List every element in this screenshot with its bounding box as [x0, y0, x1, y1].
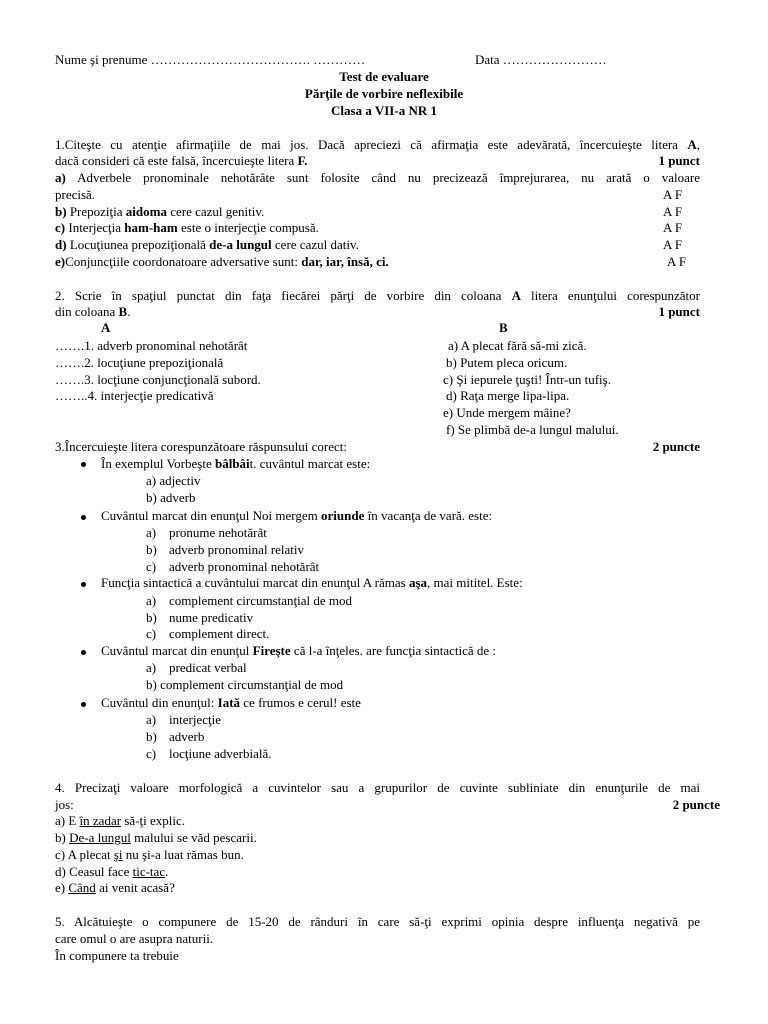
q3-item2-question: Cuvântul marcat din enunţul Noi mergem oriunde în vacanţa de vară. este: — [101, 508, 493, 523]
q3-item4-option-letter: a) — [146, 660, 157, 675]
q3-item5-option-letter: a) — [146, 712, 157, 727]
q3-item1-option[interactable]: b) adverb — [146, 490, 196, 505]
q1-intro-line2: dacă consideri că este falsă, încercuieşte litera F. — [55, 153, 308, 168]
q3-item3-option-letter: c) — [146, 626, 157, 641]
q3-item4-question: Cuvântul marcat din enunţul Fireşte că l-a înţeles. are funcţia sintactică de : — [101, 643, 497, 658]
q3-item5-option[interactable]: locţiune adverbială. — [169, 746, 272, 761]
q3-item1-question: În exemplul Vorbeşte bâlbâit. cuvântul marcat este: — [101, 456, 371, 471]
q2-column-b-item: f) Se plimbă de-a lungul malului. — [446, 422, 619, 437]
q2-column-a-item[interactable]: …….1. adverb pronominal nehotărât — [55, 338, 248, 353]
q3-item3-option-letter: b) — [146, 610, 157, 625]
q3-item4-option[interactable]: predicat verbal — [169, 660, 247, 675]
q3-item5-option-letter: b) — [146, 729, 157, 744]
q3-item3-option[interactable]: nume predicativ — [169, 610, 254, 625]
q2-points: 1 punct — [658, 304, 700, 319]
q5-prompt-line2: care omul o are asupra naturii. — [55, 931, 214, 946]
q1-statement-a-line2: precisă. — [55, 187, 96, 202]
q3-intro: 3.Încercuieşte litera corespunzătoare răspunsului corect: — [55, 439, 347, 454]
q2-intro-line2: din coloana B. — [55, 304, 131, 319]
q3-item2-option-letter: a) — [146, 525, 157, 540]
q4-sentence-c: c) A plecat şi nu şi-a luat rămas bun. — [55, 847, 244, 862]
q4-intro-line1: 4. Precizaţi valoare morfologică a cuvintelor sau a grupurilor de cuvinte subliniate din enunţurile de mai — [55, 780, 700, 795]
q3-item2-option-letter: c) — [146, 559, 157, 574]
q3-item3-question: Funcţia sintactică a cuvântului marcat din enunţul A rămas aşa, mai mititel. Este: — [101, 575, 523, 590]
q5-prompt-line1: 5. Alcătuieşte o compunere de 15-20 de rânduri în care să-ţi exprimi opinia despre influenţa negativă pe — [55, 914, 700, 929]
q2-column-b-item: d) Raţa merge lipa-lipa. — [446, 388, 570, 403]
q3-item3-option[interactable]: complement direct. — [169, 626, 270, 641]
q1-statement-c: c) Interjecţia ham-ham este o interjecţie compusă. — [55, 220, 319, 235]
q3-item5-option[interactable]: adverb — [169, 729, 205, 744]
q3-item1-option[interactable]: a) adjectiv — [146, 473, 201, 488]
q3-points: 2 puncte — [652, 439, 700, 454]
q3-item3-option[interactable]: complement circumstanţial de mod — [169, 593, 353, 608]
q3-item2-option-letter: b) — [146, 542, 157, 557]
q1-answer-e[interactable]: A F — [667, 254, 687, 269]
class-label: Clasa a VII-a NR 1 — [331, 103, 437, 118]
q4-sentence-e: e) Când ai venit acasă? — [55, 880, 175, 895]
q1-answer-b[interactable]: A F — [663, 204, 683, 219]
q1-answer-d[interactable]: A F — [663, 237, 683, 252]
q2-column-b-item: b) Putem pleca oricum. — [446, 355, 568, 370]
q4-sentence-a: a) E în zadar să-ţi explic. — [55, 813, 185, 828]
q1-points: 1 punct — [658, 153, 700, 168]
q2-intro-line1: 2. Scrie în spaţiul punctat din faţa fiecărei părţi de vorbire din coloana A litera enunţului corespunzător — [55, 288, 700, 303]
q3-item2-option[interactable]: pronume nehotărât — [169, 525, 267, 540]
test-subtitle: Părţile de vorbire neflexibile — [304, 86, 464, 101]
q3-item5-question: Cuvântul din enunţul: Iată ce frumos e cerul! este — [101, 695, 361, 710]
q1-statement-e: e)Conjuncţiile coordonatoare adversative sunt: dar, iar, însă, ci. — [55, 254, 389, 269]
q1-statement-b: b) Prepoziţia aidoma cere cazul genitiv. — [55, 204, 265, 219]
q1-statement-a-line1: a) Adverbele pronominale nehotărâte sunt folosite când nu precizează împrejurarea, nu arată o valoare — [55, 170, 700, 185]
q5-prompt-line3: În compunere ta trebuie — [55, 948, 179, 963]
bullet-icon — [81, 650, 86, 655]
q1-statement-d: d) Locuţiunea prepoziţională de-a lungul cere cazul dativ. — [55, 237, 359, 252]
q3-item5-option[interactable]: interjecţie — [169, 712, 221, 727]
q2-column-b-item: a) A plecat fără să-mi zică. — [448, 338, 587, 353]
q4-intro-line2: jos: — [55, 797, 74, 812]
q3-item3-option-letter: a) — [146, 593, 157, 608]
date-field-label: Data …………………… — [475, 52, 607, 67]
q2-column-b-item: e) Unde mergem mâine? — [443, 405, 571, 420]
q1-answer-c[interactable]: A F — [663, 220, 683, 235]
q3-item2-option[interactable]: adverb pronominal relativ — [169, 542, 305, 557]
q2-column-b-item: c) Şi iepurele ţuşti! Într-un tufiş. — [443, 372, 611, 387]
q1-intro-line1: 1.Citeşte cu atenţie afirmaţiile de mai jos. Dacă apreciezi că afirmaţia este adevărată, încercuieşte litera A, — [55, 137, 700, 152]
bullet-icon — [81, 582, 86, 587]
q3-item5-option-letter: c) — [146, 746, 157, 761]
q4-sentence-d: d) Ceasul face tic-tac. — [55, 864, 169, 879]
q2-column-a-item[interactable]: …….2. locuţiune prepoziţională — [55, 355, 224, 370]
q2-column-a-heading: A — [101, 320, 111, 335]
name-field-label: Nume şi prenume ………………………………. ………… — [55, 52, 366, 67]
q4-sentence-b: b) De-a lungul malului se văd pescarii. — [55, 830, 257, 845]
q3-item2-option[interactable]: adverb pronominal nehotărât — [169, 559, 320, 574]
bullet-icon — [81, 515, 86, 520]
q4-points: 2 puncte — [672, 797, 720, 812]
q2-column-a-item[interactable]: …….3. locţiune conjuncţională subord. — [55, 372, 261, 387]
q1-answer-a[interactable]: A F — [663, 187, 683, 202]
q3-item4-option[interactable]: b) complement circumstanţial de mod — [146, 677, 344, 692]
q2-column-b-heading: B — [499, 320, 508, 335]
bullet-icon — [81, 702, 86, 707]
test-title: Test de evaluare — [339, 69, 429, 84]
q2-column-a-item[interactable]: ……..4. interjecţie predicativă — [55, 388, 214, 403]
bullet-icon — [81, 462, 86, 467]
